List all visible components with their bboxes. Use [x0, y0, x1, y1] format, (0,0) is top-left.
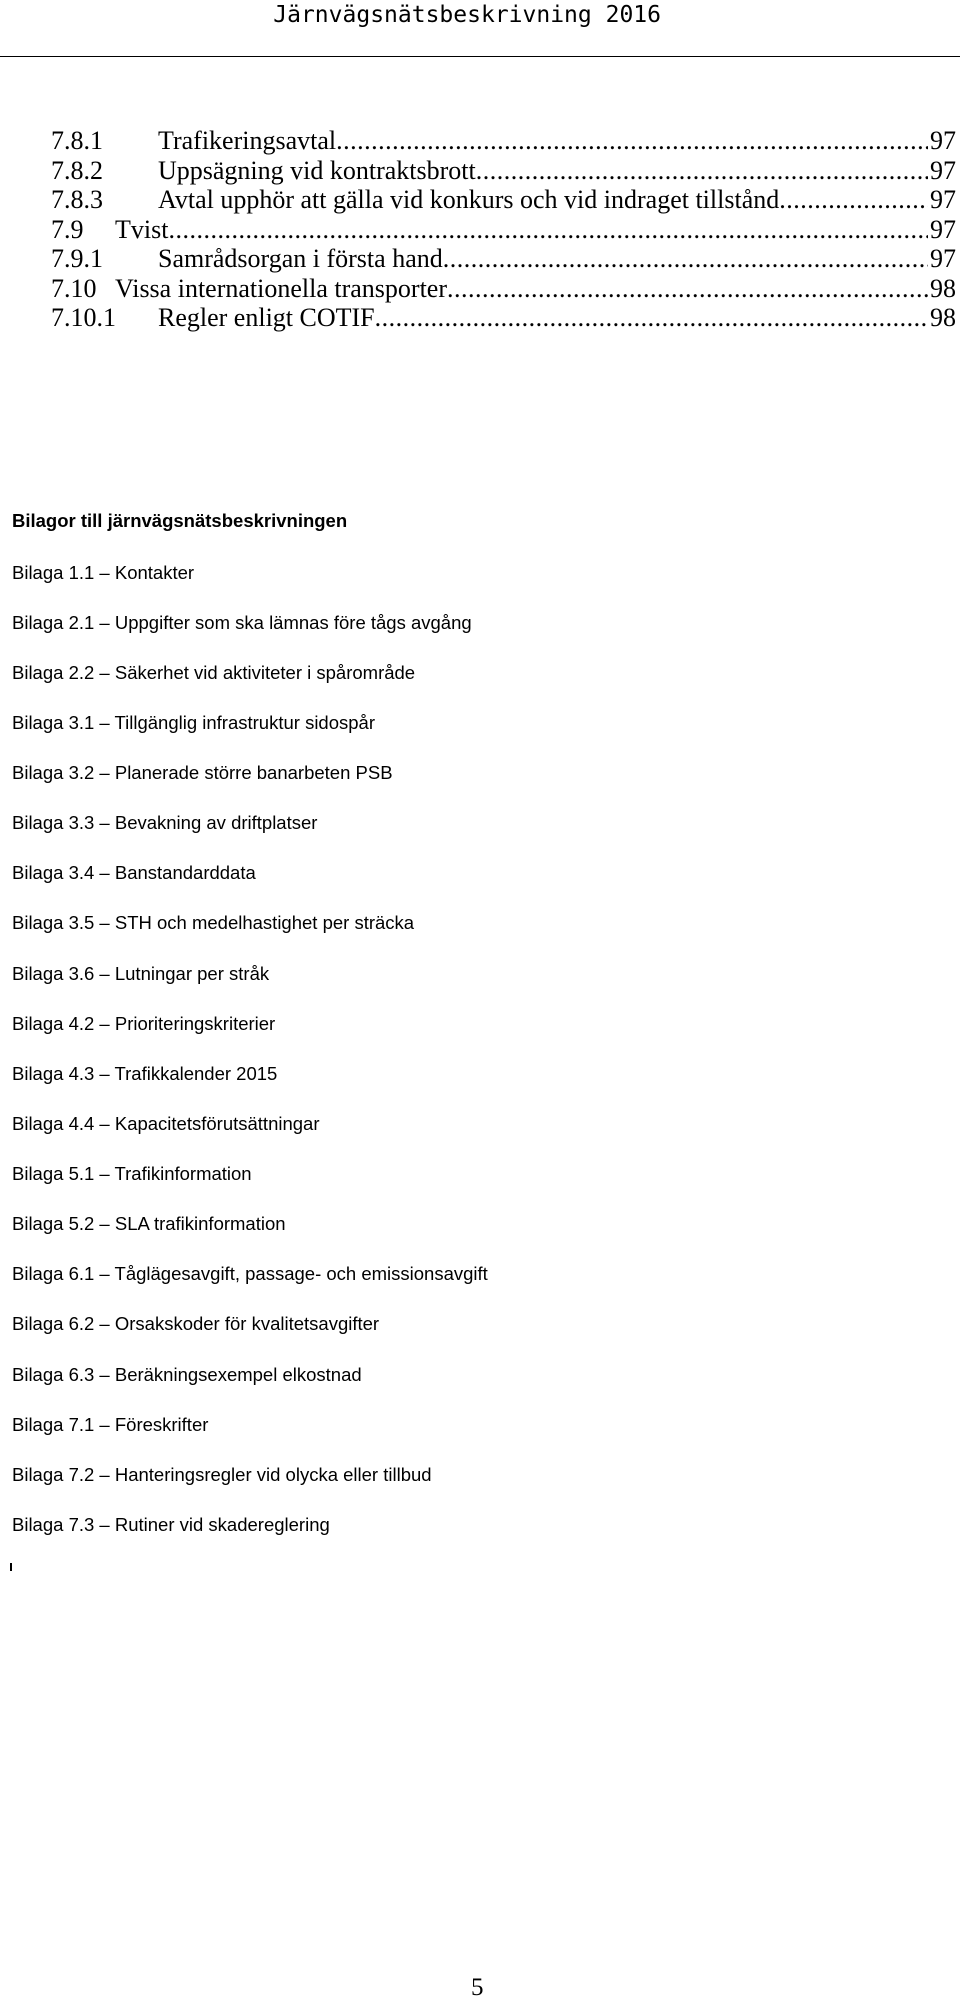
toc-entry-title: Tvist [115, 214, 169, 244]
appendix-item: Bilaga 3.3 – Bevakning av driftplatser [12, 812, 318, 833]
toc-entry-title: Vissa internationella transporter [115, 273, 447, 303]
toc-entry-title: Uppsägning vid kontraktsbrott [158, 155, 476, 185]
appendix-item: Bilaga 4.2 – Prioriteringskriterier [12, 1013, 276, 1034]
appendix-item: Bilaga 3.1 – Tillgänglig infrastruktur sidospår [12, 712, 375, 733]
appendix-item: Bilaga 3.6 – Lutningar per stråk [12, 963, 270, 984]
toc-entry-title: Avtal upphör att gälla vid konkurs och vid indraget tillstånd [158, 185, 780, 214]
toc-entry-number: 7.8.1 [51, 126, 103, 155]
appendix-item: Bilaga 4.3 – Trafikkalender 2015 [12, 1063, 278, 1084]
toc-leader-dots [476, 156, 928, 186]
toc-entry[interactable] [51, 303, 956, 333]
appendix-item: Bilaga 6.1 – Tåglägesavgift, passage- och emissionsavgift [12, 1263, 488, 1284]
toc-entry-page: 98 [930, 273, 956, 303]
toc-leader-dots [443, 244, 928, 274]
toc-entry-page: 97 [930, 214, 956, 244]
page-number: 5 [471, 1974, 484, 2001]
appendix-item: Bilaga 1.1 – Kontakter [12, 562, 195, 583]
table-of-contents [51, 126, 956, 333]
toc-entry[interactable] [51, 215, 956, 245]
appendix-item: Bilaga 2.1 – Uppgifter som ska lämnas före tågs avgång [12, 612, 472, 633]
appendix-item: Bilaga 7.3 – Rutiner vid skadereglering [12, 1514, 330, 1535]
appendix-item: Bilaga 5.1 – Trafikinformation [12, 1163, 252, 1184]
appendix-item: Bilaga 6.3 – Beräkningsexempel elkostnad [12, 1364, 362, 1385]
page-header [0, 0, 960, 57]
toc-leader-dots [168, 215, 928, 245]
toc-leader-dots [779, 185, 928, 215]
document-title: Järnvägsnätsbeskrivning 2016 [273, 2, 661, 28]
toc-leader-dots [447, 274, 928, 304]
appendix-item: Bilaga 2.2 – Säkerhet vid aktiviteter i spårområde [12, 662, 416, 683]
toc-entry-number: 7.10 [51, 273, 97, 303]
toc-entry-number: 7.9.1 [51, 244, 103, 273]
toc-entry-title: Trafikeringsavtal [158, 126, 337, 155]
toc-entry-title: Regler enligt COTIF [158, 303, 375, 332]
toc-entry[interactable] [51, 274, 956, 304]
toc-entry-number: 7.10.1 [51, 303, 116, 332]
appendix-item: Bilaga 6.2 – Orsakskoder för kvalitetsavgifter [12, 1313, 380, 1334]
appendix-item: Bilaga 4.4 – Kapacitetsförutsättningar [12, 1113, 320, 1134]
toc-entry-page: 97 [930, 126, 956, 155]
scan-mark [10, 1563, 12, 1571]
appendix-item: Bilaga 3.5 – STH och medelhastighet per sträcka [12, 912, 415, 933]
toc-entry[interactable] [51, 244, 956, 274]
toc-leader-dots [375, 303, 928, 333]
appendix-heading: Bilagor till järnvägsnätsbeskrivningen [12, 510, 348, 531]
appendix-item: Bilaga 5.2 – SLA trafikinformation [12, 1213, 286, 1234]
toc-entry-page: 97 [930, 244, 956, 273]
appendix-item: Bilaga 3.4 – Banstandarddata [12, 862, 256, 883]
toc-entry-page: 98 [930, 303, 956, 332]
toc-entry-page: 97 [930, 185, 956, 214]
toc-entry-number: 7.8.2 [51, 155, 103, 185]
appendix-item: Bilaga 3.2 – Planerade större banarbeten PSB [12, 762, 393, 783]
toc-entry-number: 7.8.3 [51, 185, 103, 214]
toc-entry[interactable] [51, 126, 956, 156]
toc-entry-number: 7.9 [51, 214, 84, 244]
toc-entry-title: Samrådsorgan i första hand [158, 244, 443, 273]
toc-entry-page: 97 [930, 155, 956, 185]
toc-entry[interactable] [51, 156, 956, 186]
toc-entry[interactable] [51, 185, 956, 215]
appendix-item: Bilaga 7.2 – Hanteringsregler vid olycka eller tillbud [12, 1464, 432, 1485]
toc-leader-dots [336, 126, 928, 156]
appendix-item: Bilaga 7.1 – Föreskrifter [12, 1414, 209, 1435]
